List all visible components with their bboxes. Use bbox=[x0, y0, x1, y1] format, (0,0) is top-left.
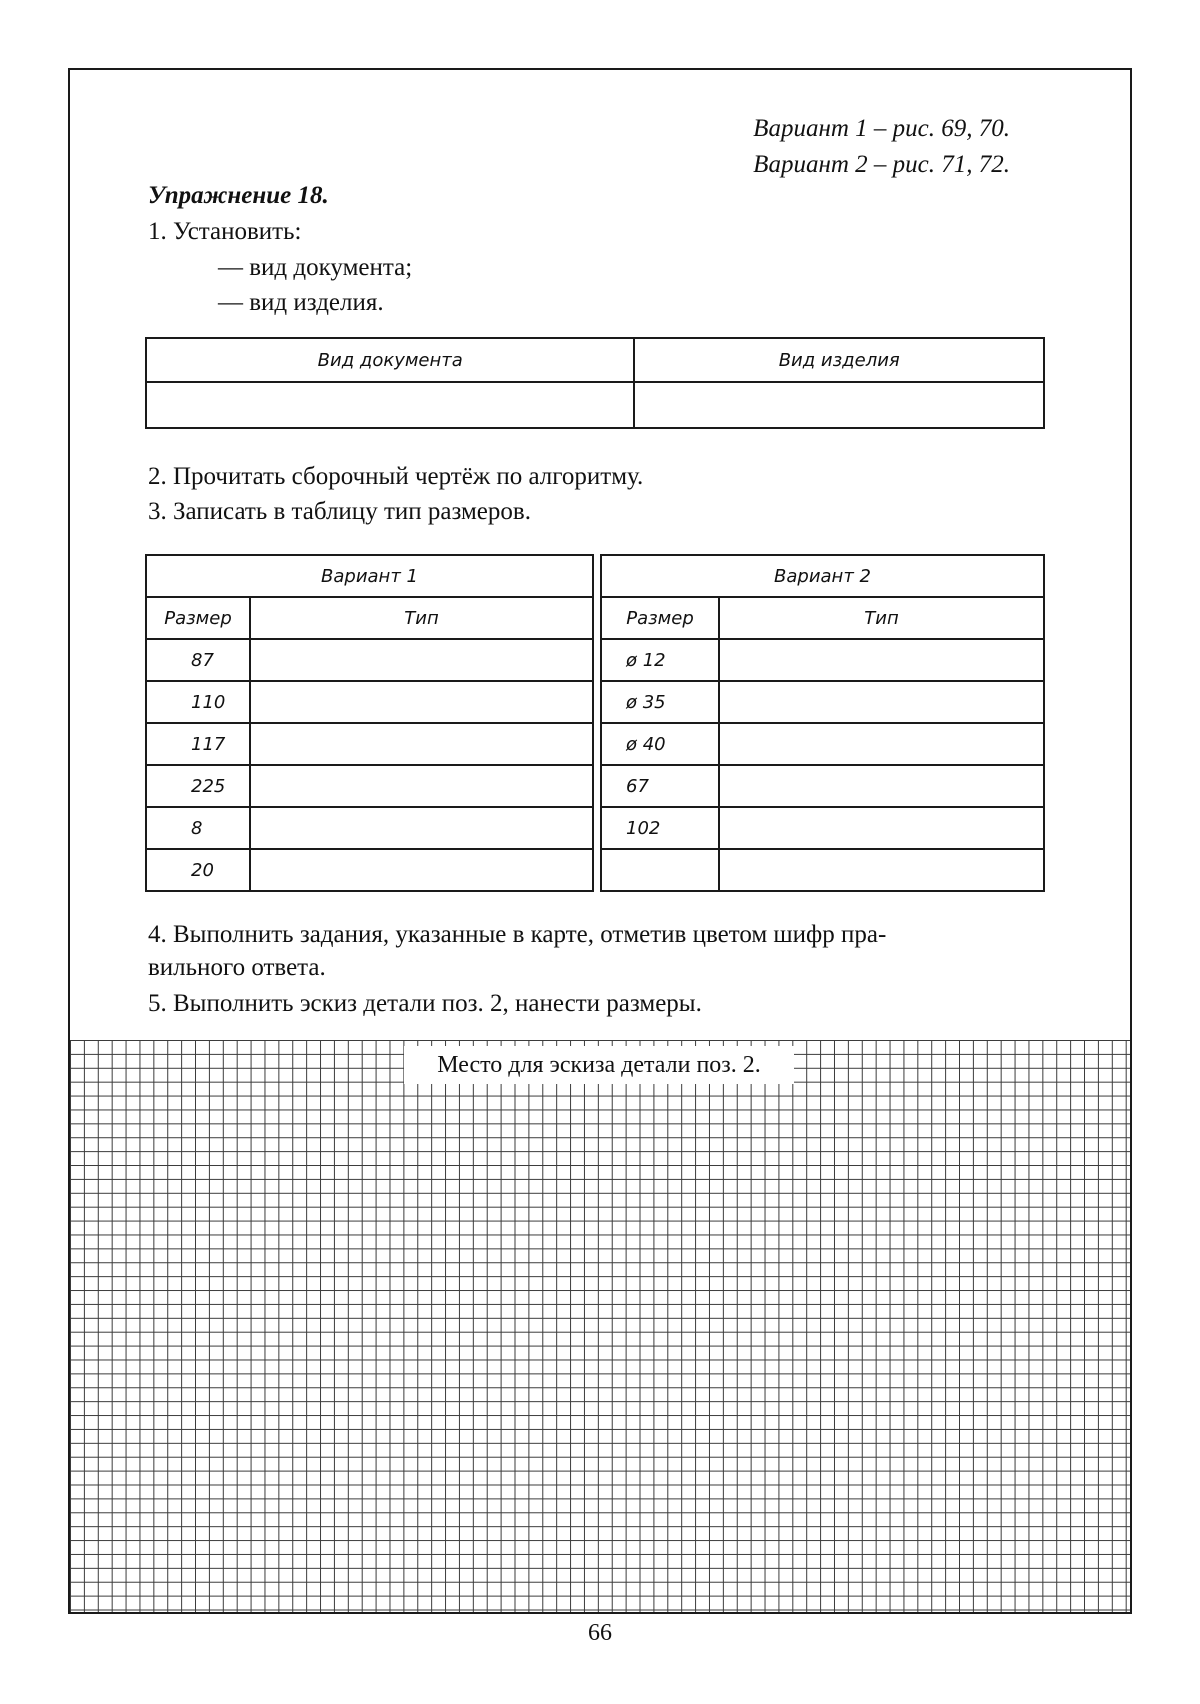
type-answer-cell[interactable] bbox=[250, 849, 593, 891]
table-row-size: 87 bbox=[146, 639, 250, 681]
exercise-title: Упражнение 18. bbox=[148, 182, 329, 209]
header-document-type: Вид документа bbox=[146, 338, 634, 382]
variant1-title: Вариант 1 bbox=[146, 555, 593, 597]
type-answer-cell[interactable] bbox=[719, 849, 1044, 891]
product-type-cell[interactable] bbox=[634, 382, 1044, 428]
variant2-reference: Вариант 2 – рис. 71, 72. bbox=[753, 151, 1010, 178]
table-row-size: 8 bbox=[146, 807, 250, 849]
task-4-line-2: вильного ответа. bbox=[148, 954, 326, 981]
sketch-label: Место для эскиза детали поз. 2. bbox=[404, 1046, 794, 1084]
page-number: 66 bbox=[588, 1620, 612, 1646]
task-1-item-document: — вид документа; bbox=[218, 254, 413, 281]
task-3: 3. Записать в таблицу тип размеров. bbox=[148, 498, 531, 525]
variant1-col-size: Размер bbox=[146, 597, 250, 639]
variants-block bbox=[753, 111, 1010, 183]
table-row-size: 110 bbox=[146, 681, 250, 723]
document-type-cell[interactable] bbox=[146, 382, 634, 428]
type-answer-cell[interactable] bbox=[719, 723, 1044, 765]
table-row-size: ø 35 bbox=[601, 681, 719, 723]
type-answer-cell[interactable] bbox=[719, 765, 1044, 807]
variant2-col-type: Тип bbox=[719, 597, 1044, 639]
type-answer-cell[interactable] bbox=[250, 807, 593, 849]
variant1-reference: Вариант 1 – рис. 69, 70. bbox=[753, 115, 1010, 142]
table-row-size bbox=[601, 849, 719, 891]
task-1-item-product: — вид изделия. bbox=[218, 289, 384, 316]
table-row-size: 117 bbox=[146, 723, 250, 765]
type-answer-cell[interactable] bbox=[719, 681, 1044, 723]
type-answer-cell[interactable] bbox=[250, 639, 593, 681]
task-4-line-1: 4. Выполнить задания, указанные в карте, отметив цветом шифр пра- bbox=[148, 921, 887, 948]
task-1: 1. Установить: bbox=[148, 218, 302, 245]
task-5: 5. Выполнить эскиз детали поз. 2, нанести размеры. bbox=[148, 990, 702, 1017]
sketch-grid-area[interactable] bbox=[70, 1040, 1130, 1612]
variant1-col-type: Тип bbox=[250, 597, 593, 639]
type-answer-cell[interactable] bbox=[719, 807, 1044, 849]
table-row-size: ø 40 bbox=[601, 723, 719, 765]
variant2-title: Вариант 2 bbox=[601, 555, 1044, 597]
table-row-size: 225 bbox=[146, 765, 250, 807]
type-answer-cell[interactable] bbox=[719, 639, 1044, 681]
table-row-size: 20 bbox=[146, 849, 250, 891]
header-product-type: Вид изделия bbox=[634, 338, 1044, 382]
variant2-table bbox=[600, 554, 1045, 892]
table-row-size: 67 bbox=[601, 765, 719, 807]
variant1-table bbox=[145, 554, 594, 892]
type-answer-cell[interactable] bbox=[250, 723, 593, 765]
table-row-size: ø 12 bbox=[601, 639, 719, 681]
dimension-type-table bbox=[145, 554, 1045, 886]
document-product-table bbox=[145, 337, 1045, 429]
type-answer-cell[interactable] bbox=[250, 681, 593, 723]
table-row-size: 102 bbox=[601, 807, 719, 849]
variant2-col-size: Размер bbox=[601, 597, 719, 639]
type-answer-cell[interactable] bbox=[250, 765, 593, 807]
task-2: 2. Прочитать сборочный чертёж по алгоритму. bbox=[148, 463, 644, 490]
